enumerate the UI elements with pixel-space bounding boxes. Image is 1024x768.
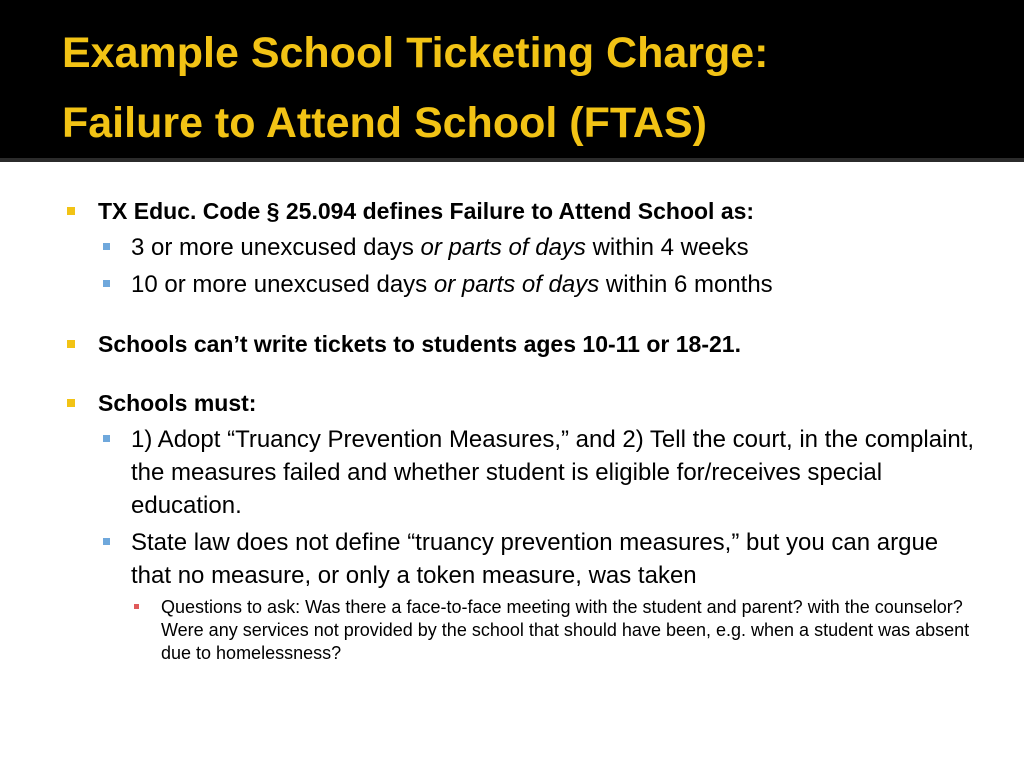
sub-bullet-prevention-measures [131,423,976,522]
square-bullet-icon [103,435,110,442]
sub-bullet-text: 1) Adopt “Truancy Prevention Measures,” and 2) Tell the court, in the complaint, the measures failed and whether student is eligible for/receives special education. [131,426,975,519]
bullet-text: Schools can’t write tickets to students ages 10-11 or 18-21. [98,331,741,357]
square-bullet-icon [67,207,75,215]
bullet-text: TX Educ. Code § 25.094 defines Failure to Attend School as: [98,198,755,224]
slide-body [0,196,1024,665]
square-bullet-icon [67,340,75,348]
bullet-text: Schools must: [98,390,257,416]
square-bullet-icon [103,243,110,250]
bullet-schools-must [98,388,958,419]
sub-sub-bullet-text: Questions to ask: Was there a face-to-face meeting with the student and parent? with the counselor? Were any services not provided by the school that should have been, e.g. when a student was absent due to homelessness? [161,597,970,663]
slide-title-line-2: Failure to Attend School (FTAS) [62,99,707,147]
sub-bullet-text: State law does not define “truancy prevention measures,” but you can argue that no measure, or only a token measure, was taken [131,529,939,589]
title-divider [0,158,1024,162]
sub-bullet-text: 10 or more unexcused days [131,271,434,298]
sub-bullet-6-months [131,268,976,301]
emphasis-text: or parts of days [433,271,600,298]
sub-bullet-text: within 4 weeks [585,234,749,261]
sub-bullet-text: within 6 months [599,271,773,298]
square-bullet-icon [103,280,110,287]
square-bullet-icon [103,538,110,545]
sub-bullet-4-weeks [131,231,976,264]
slide-title-line-1: Example School Ticketing Charge: [62,29,769,77]
emphasis-text: or parts of days [420,234,586,261]
sub-bullet-state-law [131,526,976,592]
bullet-ticket-ages [98,329,958,360]
bullet-education-code [98,196,958,227]
sub-bullet-text: 3 or more unexcused days [131,234,421,261]
square-bullet-icon [134,604,139,609]
title-bar [0,0,1024,160]
sub-sub-bullet-questions [161,596,991,665]
square-bullet-icon [67,399,75,407]
